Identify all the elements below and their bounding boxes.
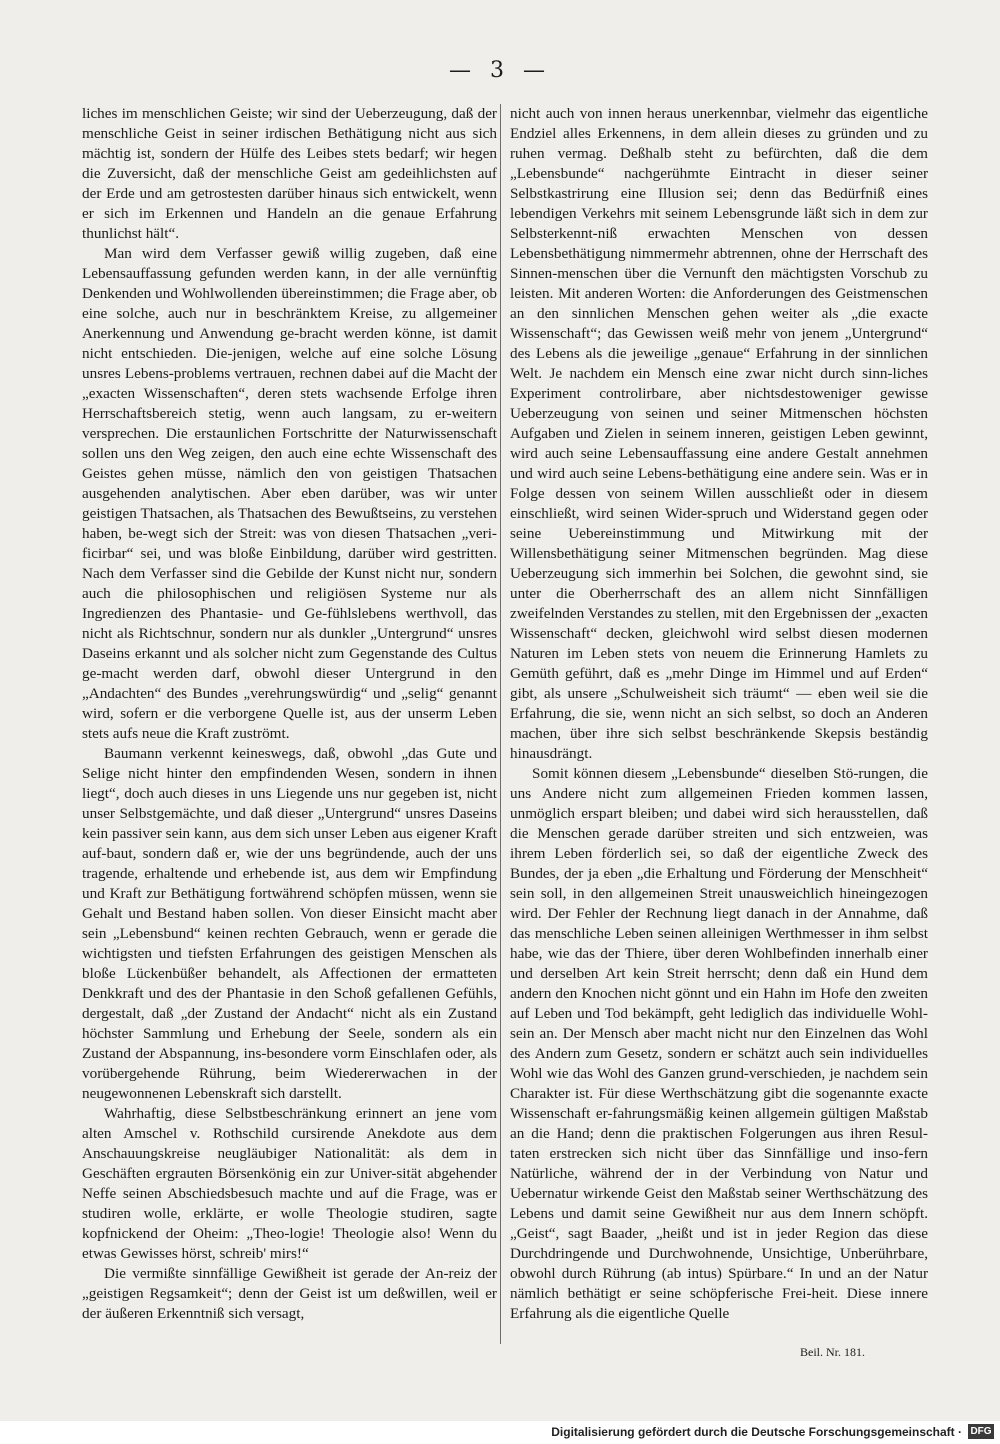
text-column-left <box>82 104 497 1324</box>
paragraph: Wahrhaftig, diese Selbstbeschränkung erinnert an jene vom alten Amschel v. Rothschild cursirende Anekdote aus dem Anschauungskreise neugläubiger Nationalität: als dem in Geschäften ergrauten Börsenkönig ein zur Univer-sität abgehender Neffe seinen Abschiedsbesuch machte und auf die Frage, was er studiren wolle, erklärte, er wolle Theologie studiren, sagte kopfnickend der Oheim: „Theo-logie! Theologie also! Wenn du etwas Gewisses hörst, schreib' mirs!“ <box>82 1105 497 1262</box>
paragraph: liches im menschlichen Geiste; wir sind der Ueberzeugung, daß der menschliche Geist in seiner irdischen Bethätigung nicht aus sich mächtig ist, sondern der Hülfe des Leibes stets bedarf; wir hegen die Zuversicht, daß der menschliche Geist am gedeihlichsten auf der Erde und am getrostesten darüber hinaus sich entwickelt, wenn er sich im Erkennen und Handeln an die genaue Erfahrung thunlichst hält“. <box>82 105 497 242</box>
digitization-footer-bar <box>0 1421 1000 1444</box>
text-column-right <box>510 104 928 1324</box>
column-divider <box>500 104 501 1344</box>
page-number: — 3 — <box>449 58 551 83</box>
paragraph: Die vermißte sinnfällige Gewißheit ist gerade der An-reiz der „geistigen Regsamkeit“; denn der Geist ist um deßwillen, weil er der äußeren Erkenntniß sich versagt, <box>82 1265 497 1322</box>
paragraph: Baumann verkennt keineswegs, daß, obwohl „das Gute und Selige nicht hinter den empfindenden Wesen, sondern in ihnen liegt“, doch auch dieses in uns Liegende uns nur gegeben ist, nicht unser Selbstgemächte, und daß dieser „Untergrund“ unsres Daseins kein passiver sein kann, aus dem sich unser Leben aus eigener Kraft auf-baut, sondern daß er, wie der uns begründende, auch der uns tragende, erhaltende und erhebende ist, aus dem wir Empfindung und Kraft zur Bethätigung fortwährend schöpfen müssen, wenn sie Gehalt und Bestand haben sollen. Von dieser Einsicht macht aber sein „Lebensbund“ keinen rechten Gebrauch, wenn er gerade die wichtigsten und tiefsten Erfahrungen des geistigen Menschen als bloße Lückenbüßer behandelt, als Affectionen der ermatteten Denkkraft und des der Phantasie in den Schoß gefallenen Gefühls, dergestalt, daß „der Zustand der Andacht“ nicht als ein Zustand höchster Sammlung und Erhebung der Seele, sondern als ein Zustand der Abspannung, ins-besondere vorm Einschlafen oder, als vorübergehende Rührung, beim Wiedererwachen in der neugewonnenen Lebenskraft sich darstellt. <box>82 745 497 1102</box>
paragraph: Man wird dem Verfasser gewiß willig zugeben, daß eine Lebensauffassung gefunden werden kann, in der alle vernünftig Denkenden und Wohlwollenden übereinstimmen; die Frage aber, ob eine solche, auch nur in beschränktem Kreise, zu allgemeiner Anerkennung und Anwendung ge-bracht werden könne, ist damit nicht entschieden. Die-jenigen, welche auf eine solche Lösung unsres Lebens-problems vertrauen, rechnen dabei auf die Macht der „exacten Wissenschaften“, deren stets wachsende Erfolge ihren Herrschaftsbereich stetig, wenn auch langsam, zu er-weitern versprechen. Die erstaunlichen Fortschritte der Naturwissenschaft sollen uns den Weg zeigen, den auch eine echte Wissenschaft des Geistes gehen müsse, nämlich den von geistigen Thatsachen ausgehenden analytischen. Aber eben darüber, was wir unter geistigen Thatsachen, als Thatsachen des Bewußtseins, zu verstehen haben, be-wegt sich der Streit: was von diesen Thatsachen „veri-ficirbar“ sei, und was bloße Einbildung, darüber wird gestritten. Nach dem Verfasser sind die Gebilde der Kunst nicht nur, sondern auch die philosophischen und religiösen Systeme nur als Ingredienzen des Phantasie- und Ge-fühlslebens werthvoll, das nicht als Richtschnur, sondern nur als dunkler „Untergrund“ unsres Daseins erkannt und als solcher nicht zum Gegenstande des Cultus ge-macht werden darf, obwohl dieser Untergrund in den „Andachten“ des Bundes „verehrungswürdig“ und „selig“ genannt wird, sofern er die verborgene Quelle ist, aus der unserm Leben stets aufs neue die Kraft zuströmt. <box>82 245 497 742</box>
supplement-reference: Beil. Nr. 181. <box>800 1345 865 1359</box>
paragraph: nicht auch von innen heraus unerkennbar, vielmehr das eigentliche Endziel alles Erkennens, in dem allein dieses zu gründen und zu ruhen vermag. Deßhalb steht zu befürchten, daß die dem „Lebensbunde“ nachgerühmte Eintracht in dieser seiner Selbstkastrirung eine Illusion sei; denn das Bedürfniß eines lebendigen Verkehrs mit seinem Lebensgrunde läßt sich in dem zur Selbsterkennt-niß erwachten Menschen von dessen Lebensbethätigung nimmermehr abtrennen, ohne der Herrschaft des Sinnen-menschen über die Vernunft den mächtigsten Vorschub zu leisten. Mit anderen Worten: die Anforderungen des Geistmenschen an den sinnlichen Menschen gehen weiter als „die exacte Wissenschaft“; das Gewissen weiß mehr von jenem „Untergrund“ des Lebens als die jeweilige „genaue“ Erfahrung in der sinnlichen Welt. Je nachdem ein Mensch eine zwar nicht durch sinn-liches Experiment controlirbare, aber nichtsdestoweniger gewisse Ueberzeugung von seinen und seiner Mitmenschen höchsten Aufgaben und Zielen in seinem inneren, geistigen Leben gewinnt, wird auch seine Lebensauffassung eine andere Gestalt annehmen und wird auch seine Lebens-bethätigung eine andere sein. Was er in Folge dessen von seinem Willen ausschließt oder in diesem einschließt, wird seinen Wider-spruch und Widerstand gegen oder seine Uebereinstimmung und Mitwirkung mit der Willensbethätigung seiner Mitmenschen begründen. Mag diese Ueberzeugung sich immerhin bei Solchen, die gewohnt sind, sie unter die Oberherrschaft des an allem nicht Sinnfälligen zweifelnden Verstandes zu stellen, mit den Ergebnissen der „exacten Wissenschaft“ decken, gleichwohl wird selbst diesen modernen Naturen im Leben stets von neuem die Erinnerung Hamlets zu Gemüth geführt, daß es „mehr Dinge im Himmel und auf Erden“ gibt, als unsere „Schulweisheit sich träumt“ — eben weil sie die Erfahrung, die sie, wenn nicht an sich selbst, so doch an Anderen machen, über ihre sich selbst beschränkende Skepsis beständig hinausdrängt. <box>510 105 928 762</box>
paragraph: Somit können diesem „Lebensbunde“ dieselben Stö-rungen, die uns Andere nicht zum allgemeinen Frieden kommen lassen, unmöglich erspart bleiben; und dabei wird sich herausstellen, daß die Menschen gerade darüber streiten und sich entzweien, was ihrem Leben förderlich sei, so daß der eigentliche Zweck des Bundes, der ja eben „die Erhaltung und Förderung der Menschheit“ sein soll, in den allgemeinen Streit unausweichlich hineingezogen wird. Der Fehler der Rechnung liegt danach in der Annahme, daß das menschliche Leben seinen alleinigen Werthmesser in ihm selbst habe, wie das der Thiere, über deren Wohlbefinden innerhalb einer und derselben Art kein Streit herrscht; denn daß ein Hund dem andern den Knochen nicht gönnt und ein Hahn im Hofe den zweiten auf Leben und Tod bekämpft, geht lediglich das individuelle Wohl-sein an. Der Mensch aber macht nicht nur den Einzelnen das Wohl des Andern zum Gesetz, sondern er schätzt auch sein individuelles Wohl wie das Wohl des Ganzen grund-verschieden, je nachdem sein Charakter ist. Für diese Werthschätzung gibt die sogenannte exacte Wissenschaft er-fahrungsmäßig keinen allgemein gültigen Maßstab an die Hand; denn die praktischen Folgerungen aus ihren Resul-taten erstrecken sich nicht über das Sinnfällige und inso-fern Natürliche, während der in der Verbindung von Natur und Uebernatur wirkende Geist den Maßstab seiner Werthschätzung des Lebens und damit seine Gewißheit nur aus dem Innern schöpft. „Geist“, sagt Baader, „heißt und ist in jeder Region das diese Durchdringende und Durchwohnende, Unsichtige, Unberührbare, obwohl durch Rührung (ab intus) Spürbare.“ In und an der Natur nämlich bethätigt er seine schöpferische Frei-heit. Diese innere Erfahrung als die eigentliche Quelle <box>510 765 928 1322</box>
funding-note: Digitalisierung gefördert durch die Deutsche Forschungsgemeinschaft · <box>551 1425 962 1439</box>
dfg-logo-icon: DFG <box>968 1424 994 1439</box>
